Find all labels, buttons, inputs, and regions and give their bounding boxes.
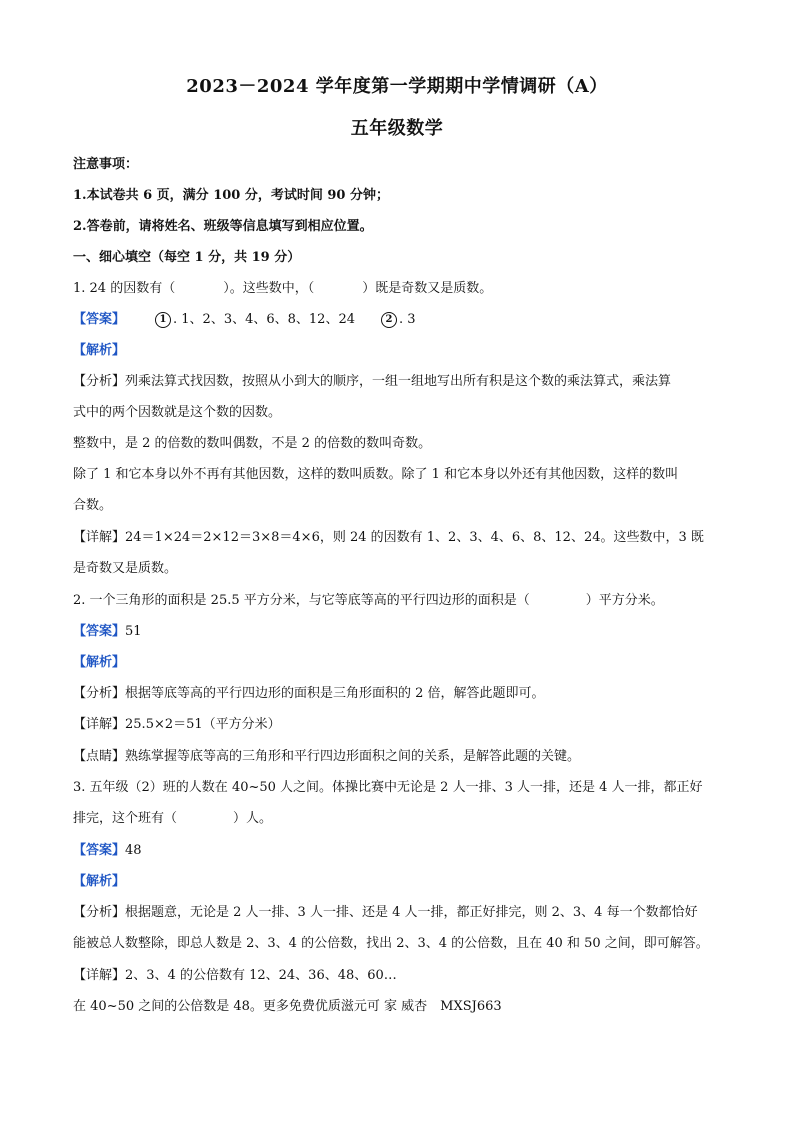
q3-detail: 【详解】2、3、4 的公倍数有 12、24、36、48、60… [73,968,397,983]
q1-detail-cont: 是奇数又是质数。 [73,561,178,576]
circled-number-1: 1 [155,312,171,328]
q1-para2: 整数中，是 2 的倍数的数叫偶数，不是 2 的倍数的数叫奇数。 [73,436,432,451]
page-title: 2023－2024 学年度第一学期期中学情调研（A） [186,76,608,97]
q1-detail: 【详解】24＝1×24＝2×12＝3×8＝4×6，则 24 的因数有 1、2、3、4、6、8、12、24。这些数中，3 既 [73,530,704,545]
section-heading: 一、细心填空（每空 1 分，共 19 分） [73,250,301,265]
q2-fenxi: 【分析】根据等底等高的平行四边形的面积是三角形面积的 2 倍，解答此题即可。 [73,686,545,701]
q2-answer: 【答案】51 [73,624,142,639]
q1-answer: 【答案】 1 . 1、2、3、4、6、8、12、24 2 . 3 [73,312,416,327]
q3-fenxi-cont: 能被总人数整除，即总人数是 2、3、4 的公倍数，找出 2、3、4 的公倍数，且在 40 和 50 之间，即可解答。 [73,936,709,951]
q2-analysis-label: 【解析】 [73,655,126,670]
answer-label: 【答案】 [73,624,126,639]
q1-fenxi-cont: 式中的两个因数就是这个数的因数。 [73,405,282,420]
answer-label: 【答案】 [73,843,126,858]
notice-item-2: 2.答卷前，请将姓名、班级等信息填写到相应位置。 [73,219,373,234]
notice-heading: 注意事项： [73,157,139,172]
q2-detail: 【详解】25.5×2＝51（平方分米） [73,717,281,732]
q3-stem: 3. 五年级（2）班的人数在 40~50 人之间。体操比赛中无论是 2 人一排、3 人一排，还是 4 人一排，都正好 [73,780,703,795]
notice-item-1: 1.本试卷共 6 页，满分 100 分，考试时间 90 分钟； [73,188,389,203]
q1-para3-cont: 合数。 [73,498,113,513]
q2-stem: 2. 一个三角形的面积是 25.5 平方分米，与它等底等高的平行四边形的面积是（ ）平方分米。 [73,593,664,608]
q1-analysis-label: 【解析】 [73,343,126,358]
q1-fenxi: 【分析】列乘法算式找因数，按照从小到大的顺序，一组一组地写出所有积是这个数的乘法算式，乘法算 [73,374,672,389]
q2-dianjing: 【点睛】熟练掌握等底等高的三角形和平行四边形面积之间的关系，是解答此题的关键。 [73,749,581,764]
q3-last-line: 在 40~50 之间的公倍数是 48。更多免费优质滋元可 家 威杏 MXSJ663 [73,999,502,1014]
q3-stem-cont: 排完，这个班有（ ）人。 [73,811,273,826]
page-subtitle: 五年级数学 [350,118,444,139]
q1-stem: 1. 24 的因数有（ ）。这些数中，（ ）既是奇数又是质数。 [73,281,493,296]
q3-fenxi: 【分析】根据题意，无论是 2 人一排、3 人一排、还是 4 人一排，都正好排完，则 2、3、4 每一个数都恰好 [73,905,698,920]
q1-para3: 除了 1 和它本身以外不再有其他因数，这样的数叫质数。除了 1 和它本身以外还有其他因数，这样的数叫 [73,467,679,482]
q3-analysis-label: 【解析】 [73,874,126,889]
answer-label: 【答案】 [73,312,126,327]
q3-answer: 【答案】48 [73,843,142,858]
circled-number-2: 2 [381,312,397,328]
